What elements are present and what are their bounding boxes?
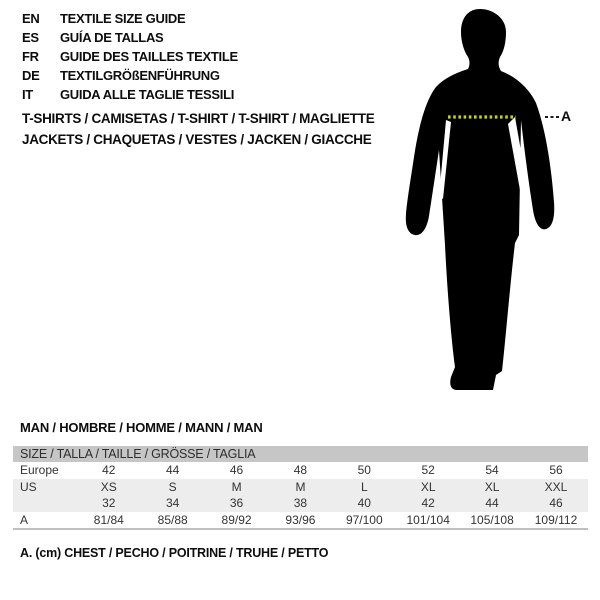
- table-cell: 46: [524, 495, 588, 512]
- table-cell: 85/88: [157, 512, 188, 527]
- table-cell: L: [332, 479, 396, 496]
- table-cell: 36: [205, 495, 269, 512]
- garment-categories: [22, 109, 374, 150]
- table-row-unlabeled: [13, 495, 588, 512]
- table-cell: 105/108: [470, 512, 514, 527]
- row-label: [13, 495, 77, 512]
- table-cell: M: [269, 479, 333, 496]
- man-figure: [403, 5, 600, 395]
- language-title: GUIDE DES TAILLES TEXTILE: [60, 49, 238, 64]
- size-table: [13, 446, 588, 530]
- footnote-measure-legend: A. (cm) CHEST / PECHO / POITRINE / TRUHE / PETTO: [20, 546, 329, 560]
- row-label: Europe: [20, 463, 59, 478]
- table-cell: 34: [141, 495, 205, 512]
- table-cell: 44: [166, 463, 180, 478]
- table-cell: XL: [460, 479, 524, 496]
- table-row-europe: [13, 462, 588, 479]
- language-list: [22, 9, 238, 104]
- language-row-de: [22, 66, 238, 85]
- language-row-en: [22, 9, 238, 28]
- table-cell: 42: [102, 463, 116, 478]
- table-cell: 109/112: [534, 512, 578, 527]
- row-label: A: [20, 512, 29, 527]
- table-cell: 54: [485, 463, 499, 478]
- language-title: GUIDA ALLE TAGLIE TESSILI: [60, 87, 235, 102]
- language-title: TEXTILGRÖßENFÜHRUNG: [60, 68, 220, 83]
- table-cell: XXL: [524, 479, 588, 496]
- table-cell: 48: [293, 463, 308, 478]
- measure-label-a: A: [561, 108, 572, 124]
- category-tshirts: T-SHIRTS / CAMISETAS / T-SHIRT / T-SHIRT / MAGLIETTE: [22, 111, 375, 126]
- language-code: ES: [22, 30, 39, 45]
- language-code: IT: [22, 87, 33, 102]
- table-cell: 97/100: [345, 512, 383, 527]
- table-cell: 38: [269, 495, 333, 512]
- table-cell: 42: [396, 495, 460, 512]
- table-row-a-chest: [13, 512, 588, 530]
- size-table-header-row: [13, 446, 588, 462]
- table-cell: 89/92: [221, 512, 252, 527]
- language-code: FR: [22, 49, 39, 64]
- size-table-header: SIZE / TALLA / TAILLE / GRÖSSE / TAGLIA: [13, 446, 588, 462]
- table-cell: 81/84: [93, 512, 124, 527]
- language-code: EN: [22, 11, 40, 26]
- language-row-it: [22, 85, 238, 104]
- table-cell: 40: [332, 495, 396, 512]
- table-row-us: [13, 479, 588, 496]
- table-cell: 101/104: [406, 512, 450, 527]
- man-silhouette-svg: [403, 5, 563, 395]
- language-code: DE: [22, 68, 40, 83]
- table-cell: 56: [549, 463, 563, 478]
- language-row-es: [22, 28, 238, 47]
- table-cell: XS: [77, 479, 141, 496]
- man-silhouette: [406, 9, 554, 390]
- language-title: GUÍA DE TALLAS: [60, 30, 164, 45]
- table-cell: M: [205, 479, 269, 496]
- table-cell: 93/96: [285, 512, 316, 527]
- table-cell: 46: [229, 463, 244, 478]
- table-cell: 50: [357, 463, 371, 478]
- section-title-man: MAN / HOMBRE / HOMME / MANN / MAN: [20, 420, 263, 435]
- language-row-fr: [22, 47, 238, 66]
- row-label: US: [13, 479, 77, 496]
- table-cell: 44: [460, 495, 524, 512]
- table-cell: 52: [421, 463, 435, 478]
- language-title: TEXTILE SIZE GUIDE: [60, 11, 186, 26]
- table-cell: 32: [77, 495, 141, 512]
- table-cell: XL: [396, 479, 460, 496]
- category-jackets: JACKETS / CHAQUETAS / VESTES / JACKEN / GIACCHE: [22, 131, 372, 147]
- table-cell: S: [141, 479, 205, 496]
